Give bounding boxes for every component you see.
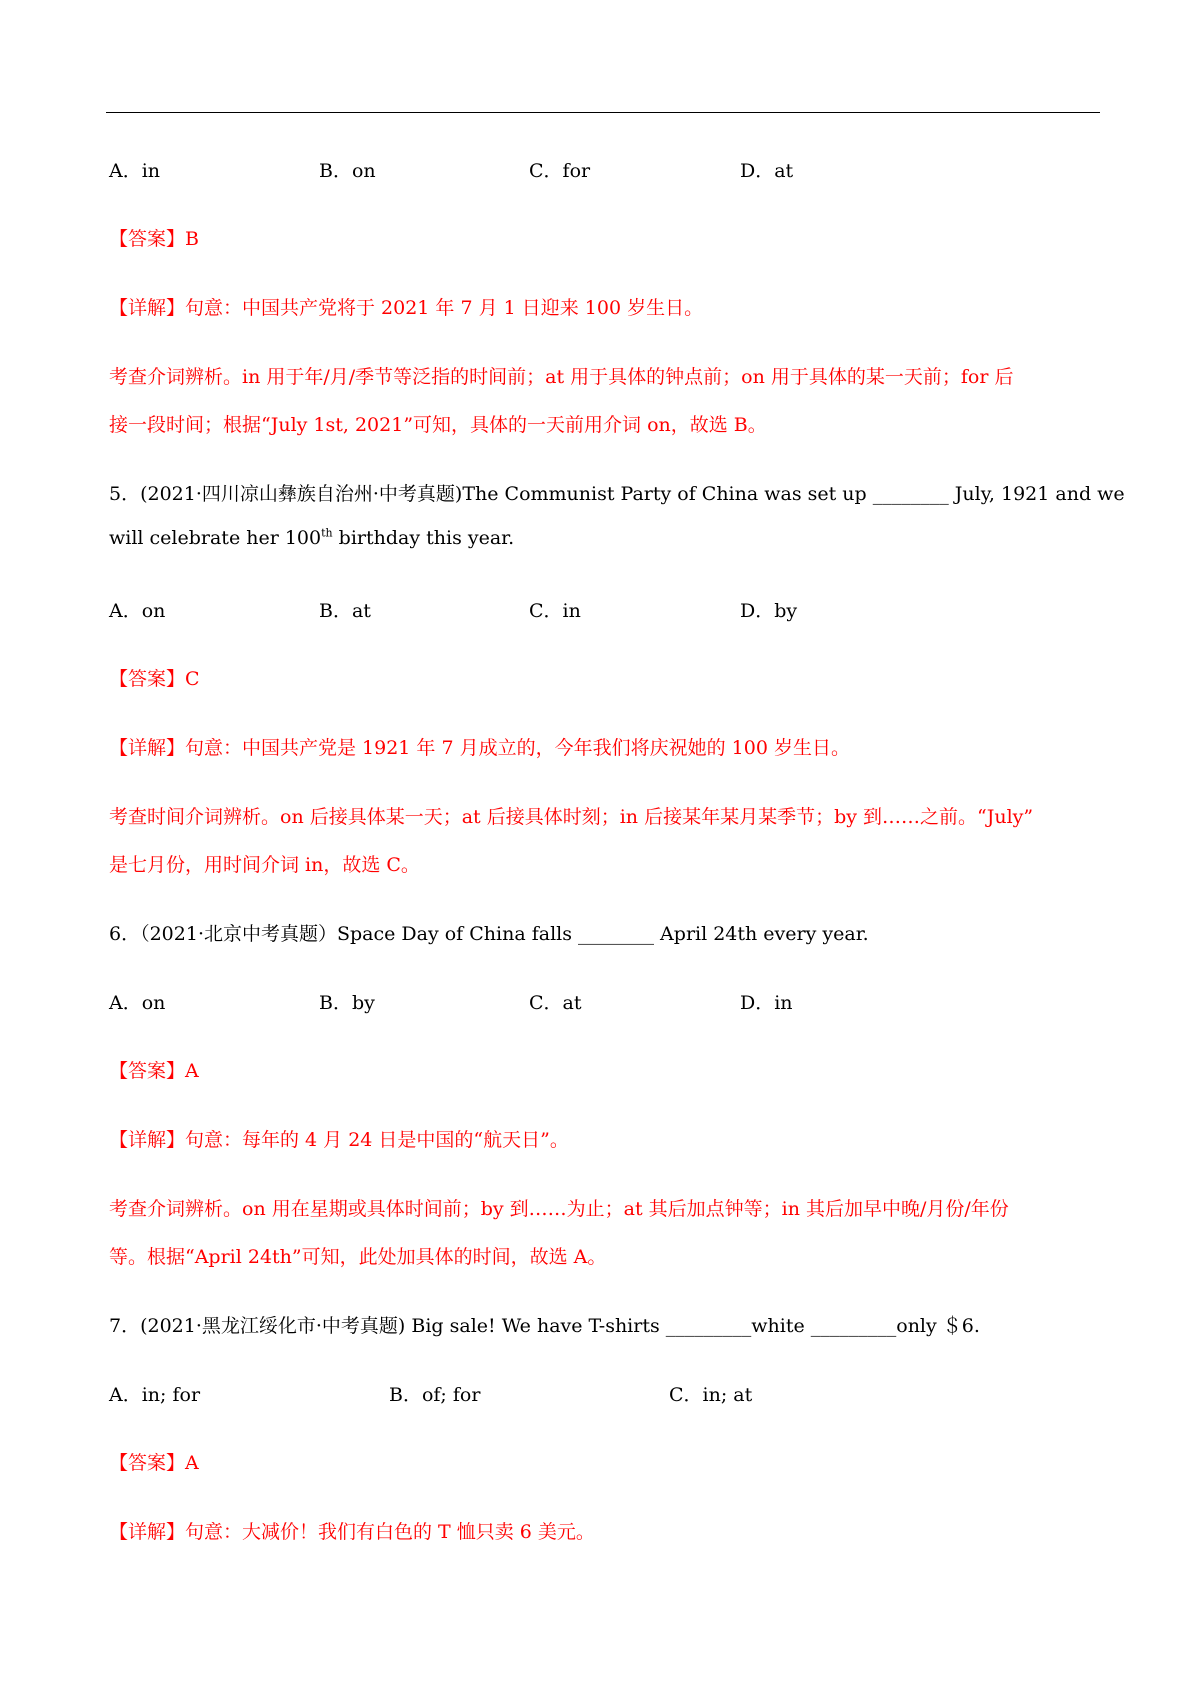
q6-option-a: A．on	[109, 992, 166, 1014]
q7-explain-meaning: 【详解】句意：大减价！我们有白色的 T 恤只卖 6 美元。	[109, 1521, 595, 1543]
q5-option-c: C．in	[529, 600, 581, 622]
q5-explain-meaning: 【详解】句意：中国共产党是 1921 年 7 月成立的，今年我们将庆祝她的 100 岁生日。	[109, 737, 850, 759]
q6-explain-analysis-1: 考查介词辨析。on 用在星期或具体时间前；by 到……为止；at 其后加点钟等；in 其后加早中晚/月份/年份	[109, 1198, 1009, 1220]
q4-option-c: C．for	[529, 160, 591, 182]
q7-answer: 【答案】A	[109, 1452, 199, 1474]
q4-option-a: A．in	[109, 160, 161, 182]
q6-stem: 6．（2021·北京中考真题）Space Day of China falls ________ April 24th every year.	[109, 923, 869, 945]
q5-option-b: B．at	[319, 600, 371, 622]
q7-option-c: C．in; at	[669, 1384, 753, 1406]
q5-stem-line-2: will celebrate her 100th birthday this year.	[109, 526, 515, 549]
q5-option-d: D．by	[740, 600, 798, 622]
q4-explain-analysis-2: 接一段时间；根据“July 1st, 2021”可知，具体的一天前用介词 on，故选 B。	[109, 414, 767, 436]
q6-answer: 【答案】A	[109, 1060, 199, 1082]
q6-explain-meaning: 【详解】句意：每年的 4 月 24 日是中国的“航天日”。	[109, 1129, 569, 1151]
q7-stem: 7．(2021·黑龙江绥化市·中考真题) Big sale! We have T-shirts _________white _________only ＄6.	[109, 1315, 980, 1337]
q4-explain-meaning: 【详解】句意：中国共产党将于 2021 年 7 月 1 日迎来 100 岁生日。	[109, 297, 704, 319]
q4-answer: 【答案】B	[109, 228, 199, 250]
q4-explain-analysis-1: 考查介词辨析。in 用于年/月/季节等泛指的时间前；at 用于具体的钟点前；on 用于具体的某一天前；for 后	[109, 366, 1014, 388]
q5-answer: 【答案】C	[109, 668, 200, 690]
q6-option-c: C．at	[529, 992, 582, 1014]
q5-explain-analysis-1: 考查时间介词辨析。on 后接具体某一天；at 后接具体时刻；in 后接某年某月某季节；by 到……之前。“July”	[109, 806, 1034, 828]
q4-option-b: B．on	[319, 160, 376, 182]
q6-option-d: D．in	[740, 992, 793, 1014]
q4-option-d: D．at	[740, 160, 794, 182]
q5-stem-line-1: 5．(2021·四川凉山彝族自治州·中考真题)The Communist Party of China was set up ________ July, 1921 and we	[109, 483, 1125, 505]
q6-option-b: B．by	[319, 992, 375, 1014]
header-rule	[106, 112, 1100, 113]
q5-explain-analysis-2: 是七月份，用时间介词 in，故选 C。	[109, 854, 420, 876]
q6-explain-analysis-2: 等。根据“April 24th”可知，此处加具体的时间，故选 A。	[109, 1246, 607, 1268]
q5-option-a: A．on	[109, 600, 166, 622]
q7-option-b: B．of; for	[389, 1384, 481, 1406]
q7-option-a: A．in; for	[109, 1384, 201, 1406]
